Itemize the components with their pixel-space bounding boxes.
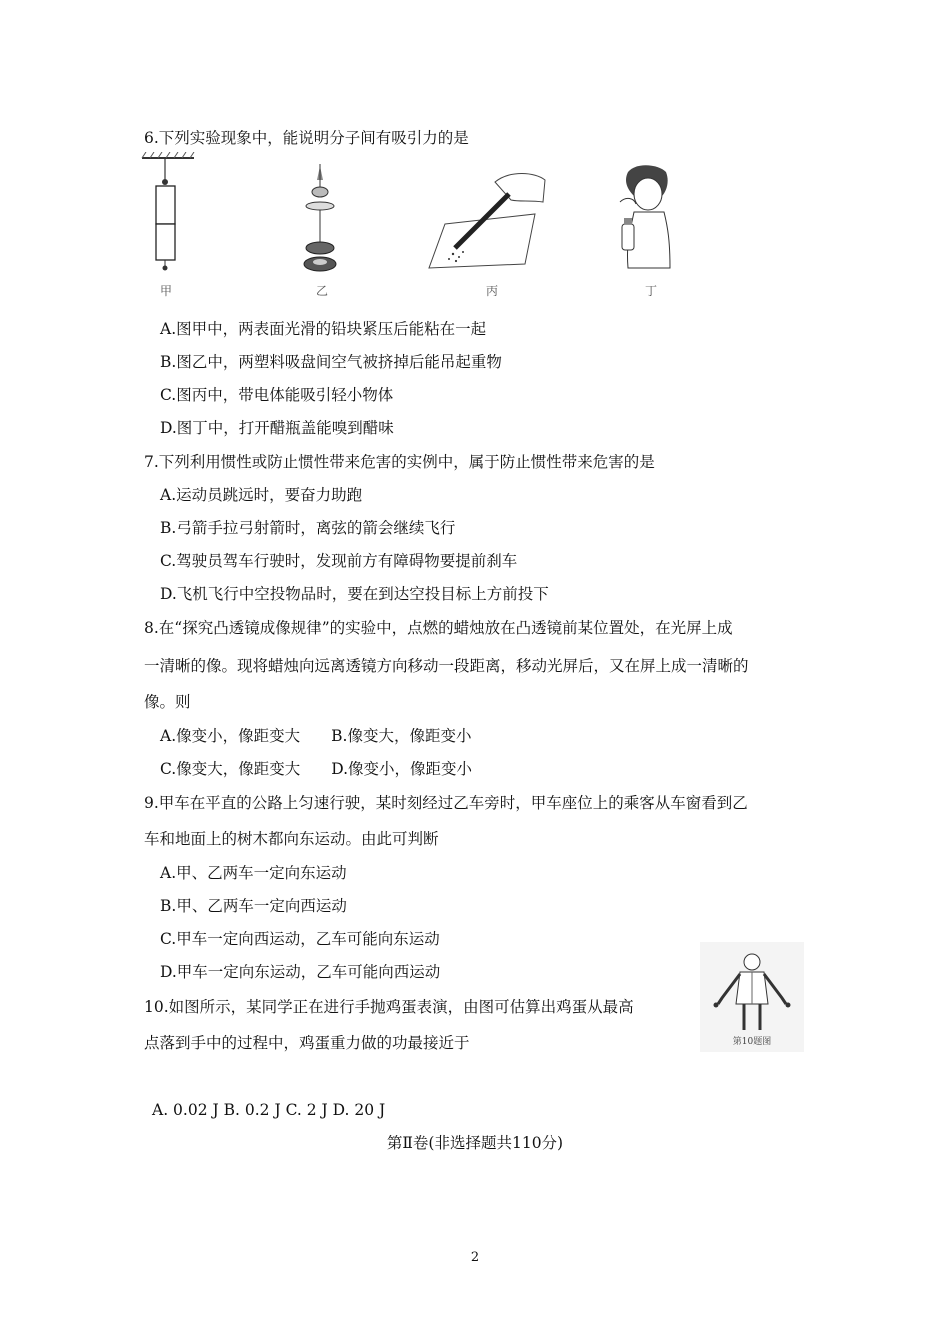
q6-figure-row	[140, 152, 680, 302]
q7-option-a: A.运动员跳远时，要奋力助跑	[160, 486, 363, 504]
q6-option-b: B.图乙中，两塑料吸盘间空气被挤掉后能吊起重物	[160, 353, 502, 371]
figure-yi-suction-cups	[300, 160, 340, 278]
q8-stem-line-2: 一清晰的像。现将蜡烛向远离透镜方向移动一段距离，移动光屏后，又在屏上成一清晰的	[144, 657, 749, 675]
figure-label-ding: 丁	[645, 284, 658, 298]
q10-stem-line-2: 点落到手中的过程中，鸡蛋重力做的功最接近于	[144, 1034, 470, 1052]
figure-label-bing: 丙	[486, 284, 499, 298]
section-title: 第Ⅱ卷(非选择题共110分)	[386, 1134, 564, 1152]
q8-options-row-1: A.像变小，像距变大 B.像变大，像距变小	[160, 727, 472, 745]
q10-stem-line-1: 10.如图所示，某同学正在进行手抛鸡蛋表演，由图可估算出鸡蛋从最高	[144, 998, 634, 1016]
figure-bing-charged-rod	[425, 162, 550, 272]
figure-ding-person-vinegar	[610, 162, 680, 272]
q9-option-c: C.甲车一定向西运动，乙车可能向东运动	[160, 930, 440, 948]
q6-option-d: D.图丁中，打开醋瓶盖能嗅到醋味	[160, 419, 394, 437]
q7-option-b: B.弓箭手拉弓射箭时，离弦的箭会继续飞行	[160, 519, 456, 537]
q8-stem-line-3: 像。则	[144, 693, 191, 711]
page-number: 2	[470, 1250, 480, 1265]
q9-option-a: A.甲、乙两车一定向东运动	[160, 864, 347, 882]
q9-stem-line-1: 9.甲车在平直的公路上匀速行驶，某时刻经过乙车旁时，甲车座位上的乘客从车窗看到乙	[144, 794, 748, 812]
q7-option-c: C.驾驶员驾车行驶时，发现前方有障碍物要提前刹车	[160, 552, 518, 570]
q6-stem: 6.下列实验现象中，能说明分子间有吸引力的是	[144, 129, 469, 147]
q6-option-a: A.图甲中，两表面光滑的铅块紧压后能粘在一起	[160, 320, 487, 338]
q9-option-d: D.甲车一定向东运动，乙车可能向西运动	[160, 963, 441, 981]
q7-stem: 7.下列利用惯性或防止惯性带来危害的实例中，属于防止惯性带来危害的是	[144, 453, 655, 471]
figure-jia-lead-blocks	[140, 152, 200, 282]
q8-options-row-2: C.像变大，像距变大 D.像变小，像距变小	[160, 760, 473, 778]
figure-egg-juggler	[700, 942, 804, 1034]
q10-options: A. 0.02 J B. 0.2 J C. 2 J D. 20 J	[152, 1101, 386, 1119]
q9-option-b: B.甲、乙两车一定向西运动	[160, 897, 347, 915]
q10-figure	[700, 942, 804, 1052]
q8-stem-line-1: 8.在“探究凸透镜成像规律”的实验中，点燃的蜡烛放在凸透镜前某位置处，在光屏上成	[144, 619, 733, 637]
q6-option-c: C.图丙中，带电体能吸引轻小物体	[160, 386, 394, 404]
q9-stem-line-2: 车和地面上的树木都向东运动。由此可判断	[144, 830, 439, 848]
q10-figure-caption: 第10题图	[732, 1037, 772, 1047]
figure-label-yi: 乙	[316, 284, 329, 298]
q7-option-d: D.飞机飞行中空投物品时，要在到达空投目标上方前投下	[160, 585, 549, 603]
figure-label-jia: 甲	[160, 284, 173, 298]
